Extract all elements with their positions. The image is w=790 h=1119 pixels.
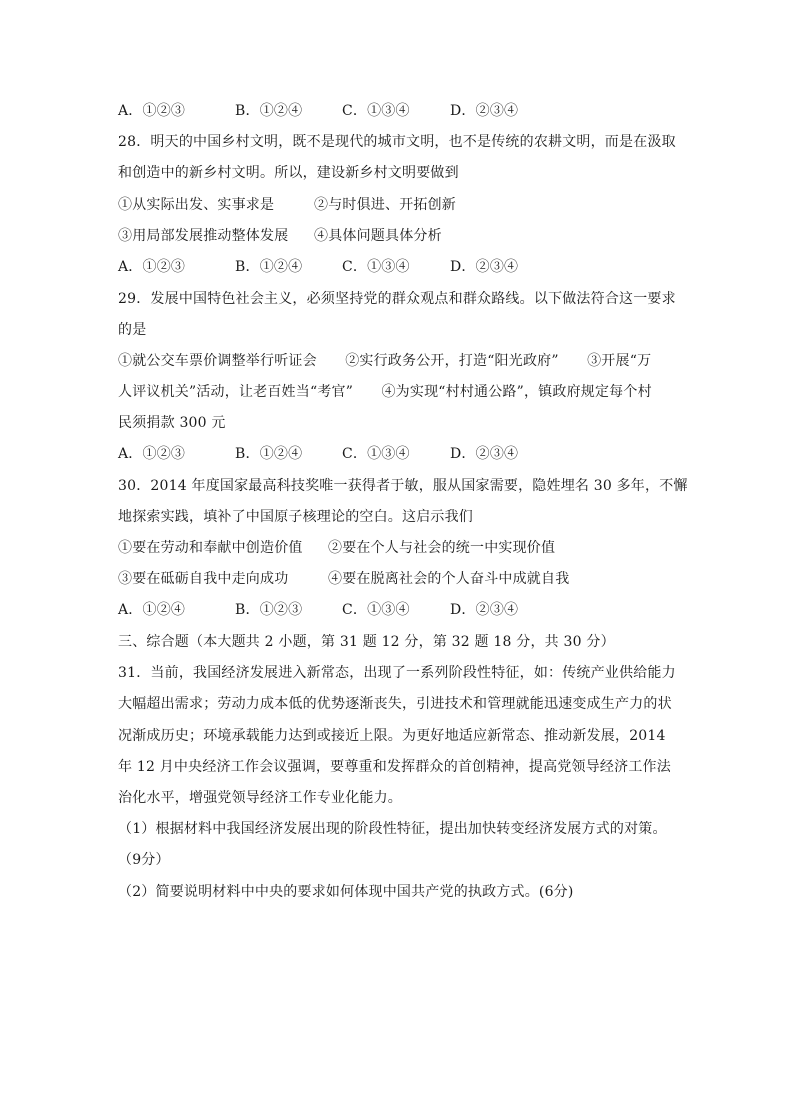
option-d: D．②③④: [450, 259, 519, 275]
option-c: C．①③④: [342, 259, 410, 275]
q31-subquestion-1-line-2: （9分）: [118, 852, 170, 868]
q31-stem-line-3: 况渐成历史；环境承载能力达到或接近上限。为更好地适应新常态、推动新发展，2014: [118, 728, 666, 744]
q31-subquestion-2: （2）简要说明材料中中央的要求如何体现中国共产党的执政方式。(6分): [118, 884, 574, 900]
q29-stem-line-5: 民须捐款 300 元: [118, 415, 226, 431]
q29-stem-line-2: 的是: [118, 322, 147, 338]
q28-stem-line-1: 28．明天的中国乡村文明，既不是现代的城市文明，也不是传统的农耕文明，而是在汲取: [118, 134, 676, 150]
option-b: B．①②③: [235, 602, 303, 618]
option-c: C．①③④: [342, 103, 410, 119]
option-a: A．①②③: [118, 446, 186, 462]
statement-4: ④要在脱离社会的个人奋斗中成就自我: [328, 571, 570, 587]
option-b: B．①②④: [235, 259, 303, 275]
q29-stem-line-4: 人评议机关”活动，让老百姓当“考官” ④为实现“村村通公路”，镇政府规定每个村: [118, 384, 652, 400]
q29-stem-line-1: 29．发展中国特色社会主义，必须坚持党的群众观点和群众路线。以下做法符合这一要求: [118, 291, 676, 307]
q31-stem-line-1: 31．当前，我国经济发展进入新常态，出现了一系列阶段性特征，如：传统产业供给能力: [118, 665, 676, 681]
statement-4: ④具体问题具体分析: [314, 228, 442, 244]
option-b: B．①②④: [235, 103, 303, 119]
section-heading: 三、综合题（本大题共 2 小题，第 31 题 12 分，第 32 题 18 分，共 30 分）: [118, 634, 615, 650]
option-a: A．①②④: [118, 602, 186, 618]
statement-2: ②要在个人与社会的统一中实现价值: [328, 540, 556, 556]
option-d: D．②③④: [450, 446, 519, 462]
option-c: C．①③④: [342, 602, 410, 618]
statement-1: ①从实际出发、实事求是: [118, 197, 275, 213]
option-d: D．②③④: [450, 602, 519, 618]
statement-1: ①要在劳动和奉献中创造价值: [118, 540, 303, 556]
statement-3: ③用局部发展推动整体发展: [118, 228, 289, 244]
statement-2: ②与时俱进、开拓创新: [314, 197, 456, 213]
option-a: A．①②③: [118, 103, 186, 119]
q31-stem-line-4: 年 12 月中央经济工作会议强调，要尊重和发挥群众的首创精神，提高党领导经济工作法: [118, 759, 671, 775]
q29-stem-line-3: ①就公交车票价调整举行听证会 ②实行政务公开，打造“阳光政府” ③开展“万: [118, 353, 652, 369]
option-c: C．①③④: [342, 446, 410, 462]
q30-stem-line-1: 30．2014 年度国家最高科技奖唯一获得者于敏，服从国家需要，隐姓埋名 30 多年，不懈: [118, 478, 688, 494]
q31-subquestion-1-line-1: （1）根据材料中我国经济发展出现的阶段性特征，提出加快转变经济发展方式的对策。: [118, 821, 667, 837]
option-d: D．②③④: [450, 103, 519, 119]
q30-stem-line-2: 地探索实践，填补了中国原子核理论的空白。这启示我们: [118, 509, 473, 525]
option-a: A．①②③: [118, 259, 186, 275]
q31-stem-line-5: 治化水平，增强党领导经济工作专业化能力。: [118, 790, 402, 806]
statement-3: ③要在砥砺自我中走向成功: [118, 571, 289, 587]
option-b: B．①②④: [235, 446, 303, 462]
q31-stem-line-2: 大幅超出需求；劳动力成本低的优势逐渐丧失，引进技术和管理就能迅速变成生产力的状: [118, 696, 672, 712]
q28-stem-line-2: 和创造中的新乡村文明。所以，建设新乡村文明要做到: [118, 165, 459, 181]
